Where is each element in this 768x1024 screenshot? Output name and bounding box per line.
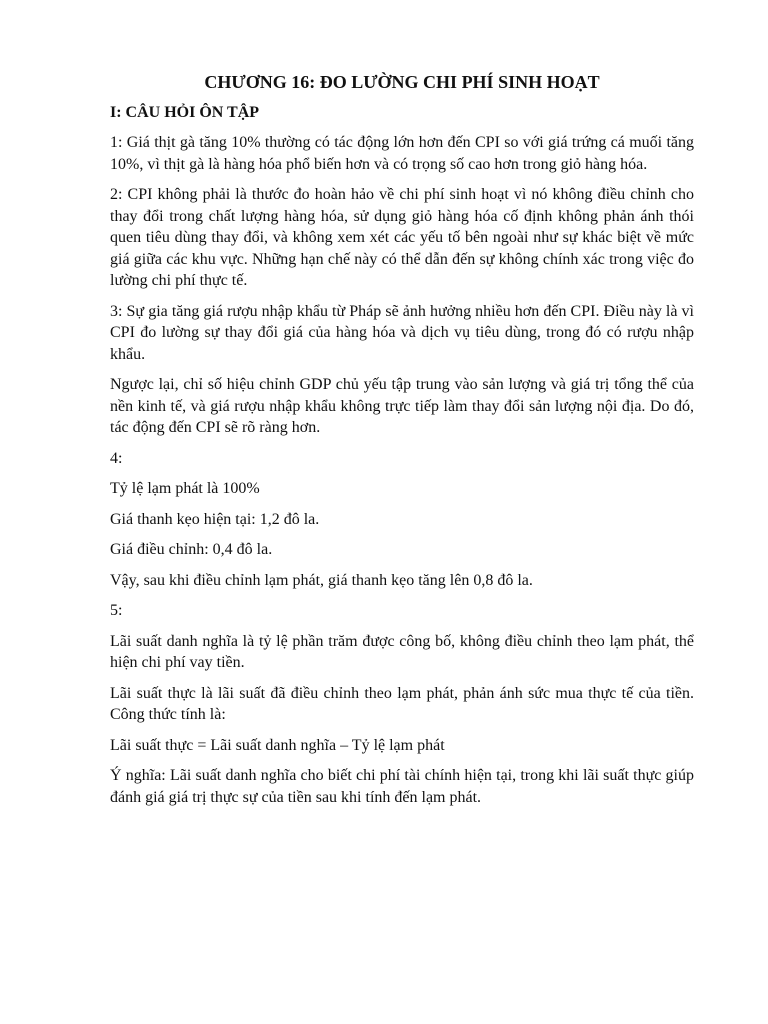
adjusted-price-line: Giá điều chỉnh: 0,4 đô la. (110, 541, 273, 558)
current-price-line: Giá thanh kẹo hiện tại: 1,2 đô la. (110, 510, 320, 528)
answer-5-label: 5: (110, 602, 123, 619)
meaning-paragraph: Ý nghĩa: Lãi suất danh nghĩa cho biết chi phí tài chính hiện tại, trong khi lãi suất thực giúp đánh giá giá trị thực sự của tiền sau khi tính đến lạm phát. (110, 767, 694, 806)
inflation-rate-line: Tỷ lệ lạm phát là 100% (110, 480, 260, 497)
conclusion-line: Vậy, sau khi điều chỉnh lạm phát, giá thanh kẹo tăng lên 0,8 đô la. (110, 571, 533, 589)
answer-1-paragraph: 1: Giá thịt gà tăng 10% thường có tác động lớn hơn đến CPI so với giá trứng cá muối tăng 10%, vì thịt gà là hàng hóa phổ biến hơn và có trọng số cao hơn trong giỏ hàng hóa. (110, 134, 694, 173)
nominal-rate-paragraph: Lãi suất danh nghĩa là tỷ lệ phần trăm được công bố, không điều chỉnh theo lạm phát, thể hiện chi phí vay tiền. (110, 632, 694, 671)
document-page (110, 64, 694, 817)
formula-line: Lãi suất thực = Lãi suất danh nghĩa – Tỷ lệ lạm phát (110, 736, 445, 754)
real-rate-paragraph: Lãi suất thực là lãi suất đã điều chỉnh theo lạm phát, phản ánh sức mua thực tế của tiền. Công thức tính là: (110, 684, 694, 723)
answer-2-paragraph: 2: CPI không phải là thước đo hoàn hảo về chi phí sinh hoạt vì nó không điều chỉnh cho thay đổi trong chất lượng hàng hóa, sử dụng giỏ hàng hóa cố định không phản ánh thói quen tiêu dùng thay đổi, và không xem xét các yếu tố bên ngoài như sự khác biệt về mức giá giữa các khu vực. Những hạn chế này có thể dẫn đến sự không chính xác trong việc đo lường chi phí thực tế. (110, 186, 694, 289)
chapter-title: CHƯƠNG 16: ĐO LƯỜNG CHI PHÍ SINH HOẠT (204, 72, 600, 92)
answer-3-paragraph: 3: Sự gia tăng giá rượu nhập khẩu từ Pháp sẽ ảnh hưởng nhiều hơn đến CPI. Điều này là vì CPI đo lường sự thay đổi giá của hàng hóa và dịch vụ tiêu dùng, trong đó có rượu nhập khẩu. (110, 302, 694, 363)
answer-3-continuation-paragraph: Ngược lại, chỉ số hiệu chỉnh GDP chủ yếu tập trung vào sản lượng và giá trị tổng thể của nền kinh tế, và giá rượu nhập khẩu không trực tiếp làm thay đổi sản lượng nội địa. Do đó, tác động đến CPI sẽ rõ ràng hơn. (110, 376, 694, 436)
answer-4-label: 4: (110, 449, 123, 467)
section-heading: I: CÂU HỎI ÔN TẬP (110, 104, 260, 121)
